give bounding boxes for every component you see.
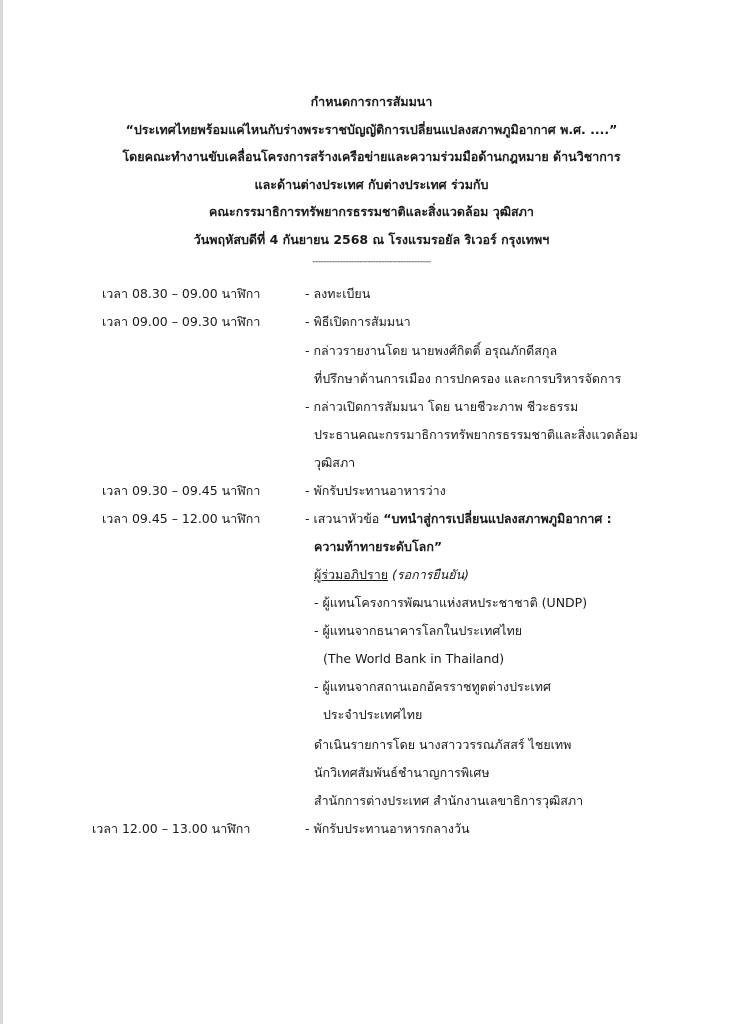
divider: ------------------------------------------- — [312, 257, 431, 267]
date-venue-line: วันพฤหัสบดีที่ 4 กันยายน 2568 ณ โรงแรมรอยัล ริเวอร์ กรุงเทพฯ — [193, 231, 550, 247]
time-slot: เวลา 09.45 – 12.00 นาฬิกา — [102, 511, 261, 526]
agenda-item: - พักรับประทานอาหารว่าง — [305, 483, 446, 498]
time-slot: เวลา 09.30 – 09.45 นาฬิกา — [102, 483, 261, 498]
moderator: ดำเนินรายการโดย นางสาววรรณภัสสร์ ไชยเทพ — [314, 737, 572, 752]
time-slot: เวลา 09.00 – 09.30 นาฬิกา — [102, 314, 261, 329]
agenda-subitem: - กล่าวเปิดการสัมมนา โดย นายชีวะภาพ ชีวะธรรม — [305, 399, 579, 414]
agenda-item: - พักรับประทานอาหารกลางวัน — [305, 821, 470, 836]
moderator-role: นักวิเทศสัมพันธ์ชำนาญการพิเศษ — [314, 765, 490, 780]
panelist-detail: (The World Bank in Thailand) — [323, 651, 505, 666]
organizer-line-cont: และด้านต่างประเทศ กับต่างประเทศ ร่วมกับ — [254, 176, 489, 192]
topic-prefix: - เสวนาหัวข้อ — [305, 511, 384, 526]
panel-label: ผู้ร่วมอภิปราย — [314, 567, 389, 582]
agenda-title: กำหนดการการสัมมนา — [310, 94, 433, 109]
time-slot: เวลา 12.00 – 13.00 นาฬิกา — [92, 821, 251, 836]
agenda-item: - พิธีเปิดการสัมมนา — [305, 314, 411, 329]
agenda-subitem-detail: วุฒิสภา — [314, 455, 356, 470]
panelist: - ผู้แทนจากสถานเอกอัครราชทูตต่างประเทศ — [314, 679, 551, 694]
agenda-item: - ลงทะเบียน — [305, 286, 371, 301]
panelist-detail: ประจำประเทศไทย — [323, 707, 423, 722]
topic-title: “บทนำสู่การเปลี่ยนแปลงสภาพภูมิอากาศ : — [383, 511, 612, 526]
agenda-header — [0, 88, 743, 253]
agenda-subitem-detail: ที่ปรึกษาด้านการเมือง การปกครอง และการบริหารจัดการ — [314, 371, 622, 386]
committee-line: คณะกรรมาธิการทรัพยากรธรรมชาติและสิ่งแวดล้อม วุฒิสภา — [209, 204, 534, 219]
agenda-subitem: - กล่าวรายงานโดย นายพงศ์กิตติ์ อรุณภักดีสกุล — [305, 343, 558, 358]
panelist: - ผู้แทนจากธนาคารโลกในประเทศไทย — [314, 623, 523, 638]
moderator-office: สำนักการต่างประเทศ สำนักงานเลขาธิการวุฒิสภา — [314, 793, 584, 808]
topic-title-cont: ความท้าทายระดับโลก” — [314, 539, 443, 554]
agenda-item — [305, 510, 612, 528]
agenda-subitem-detail: ประธานคณะกรรมาธิการทรัพยากรธรรมชาติและสิ่งแวดล้อม — [314, 427, 638, 442]
time-slot: เวลา 08.30 – 09.00 นาฬิกา — [102, 286, 261, 301]
panel-heading — [314, 566, 469, 584]
seminar-name: “ประเทศไทยพร้อมแค่ไหนกับร่างพระราชบัญญัติการเปลี่ยนแปลงสภาพภูมิอากาศ พ.ศ. ....” — [125, 121, 618, 137]
panelist: - ผู้แทนโครงการพัฒนาแห่งสหประชาชาติ (UNDP) — [314, 595, 588, 610]
panel-note: (รอการยืนยัน) — [392, 567, 470, 582]
organizer-line: โดยคณะทำงานขับเคลื่อนโครงการสร้างเครือข่ายและความร่วมมือด้านกฎหมาย ด้านวิชาการ — [122, 149, 621, 164]
